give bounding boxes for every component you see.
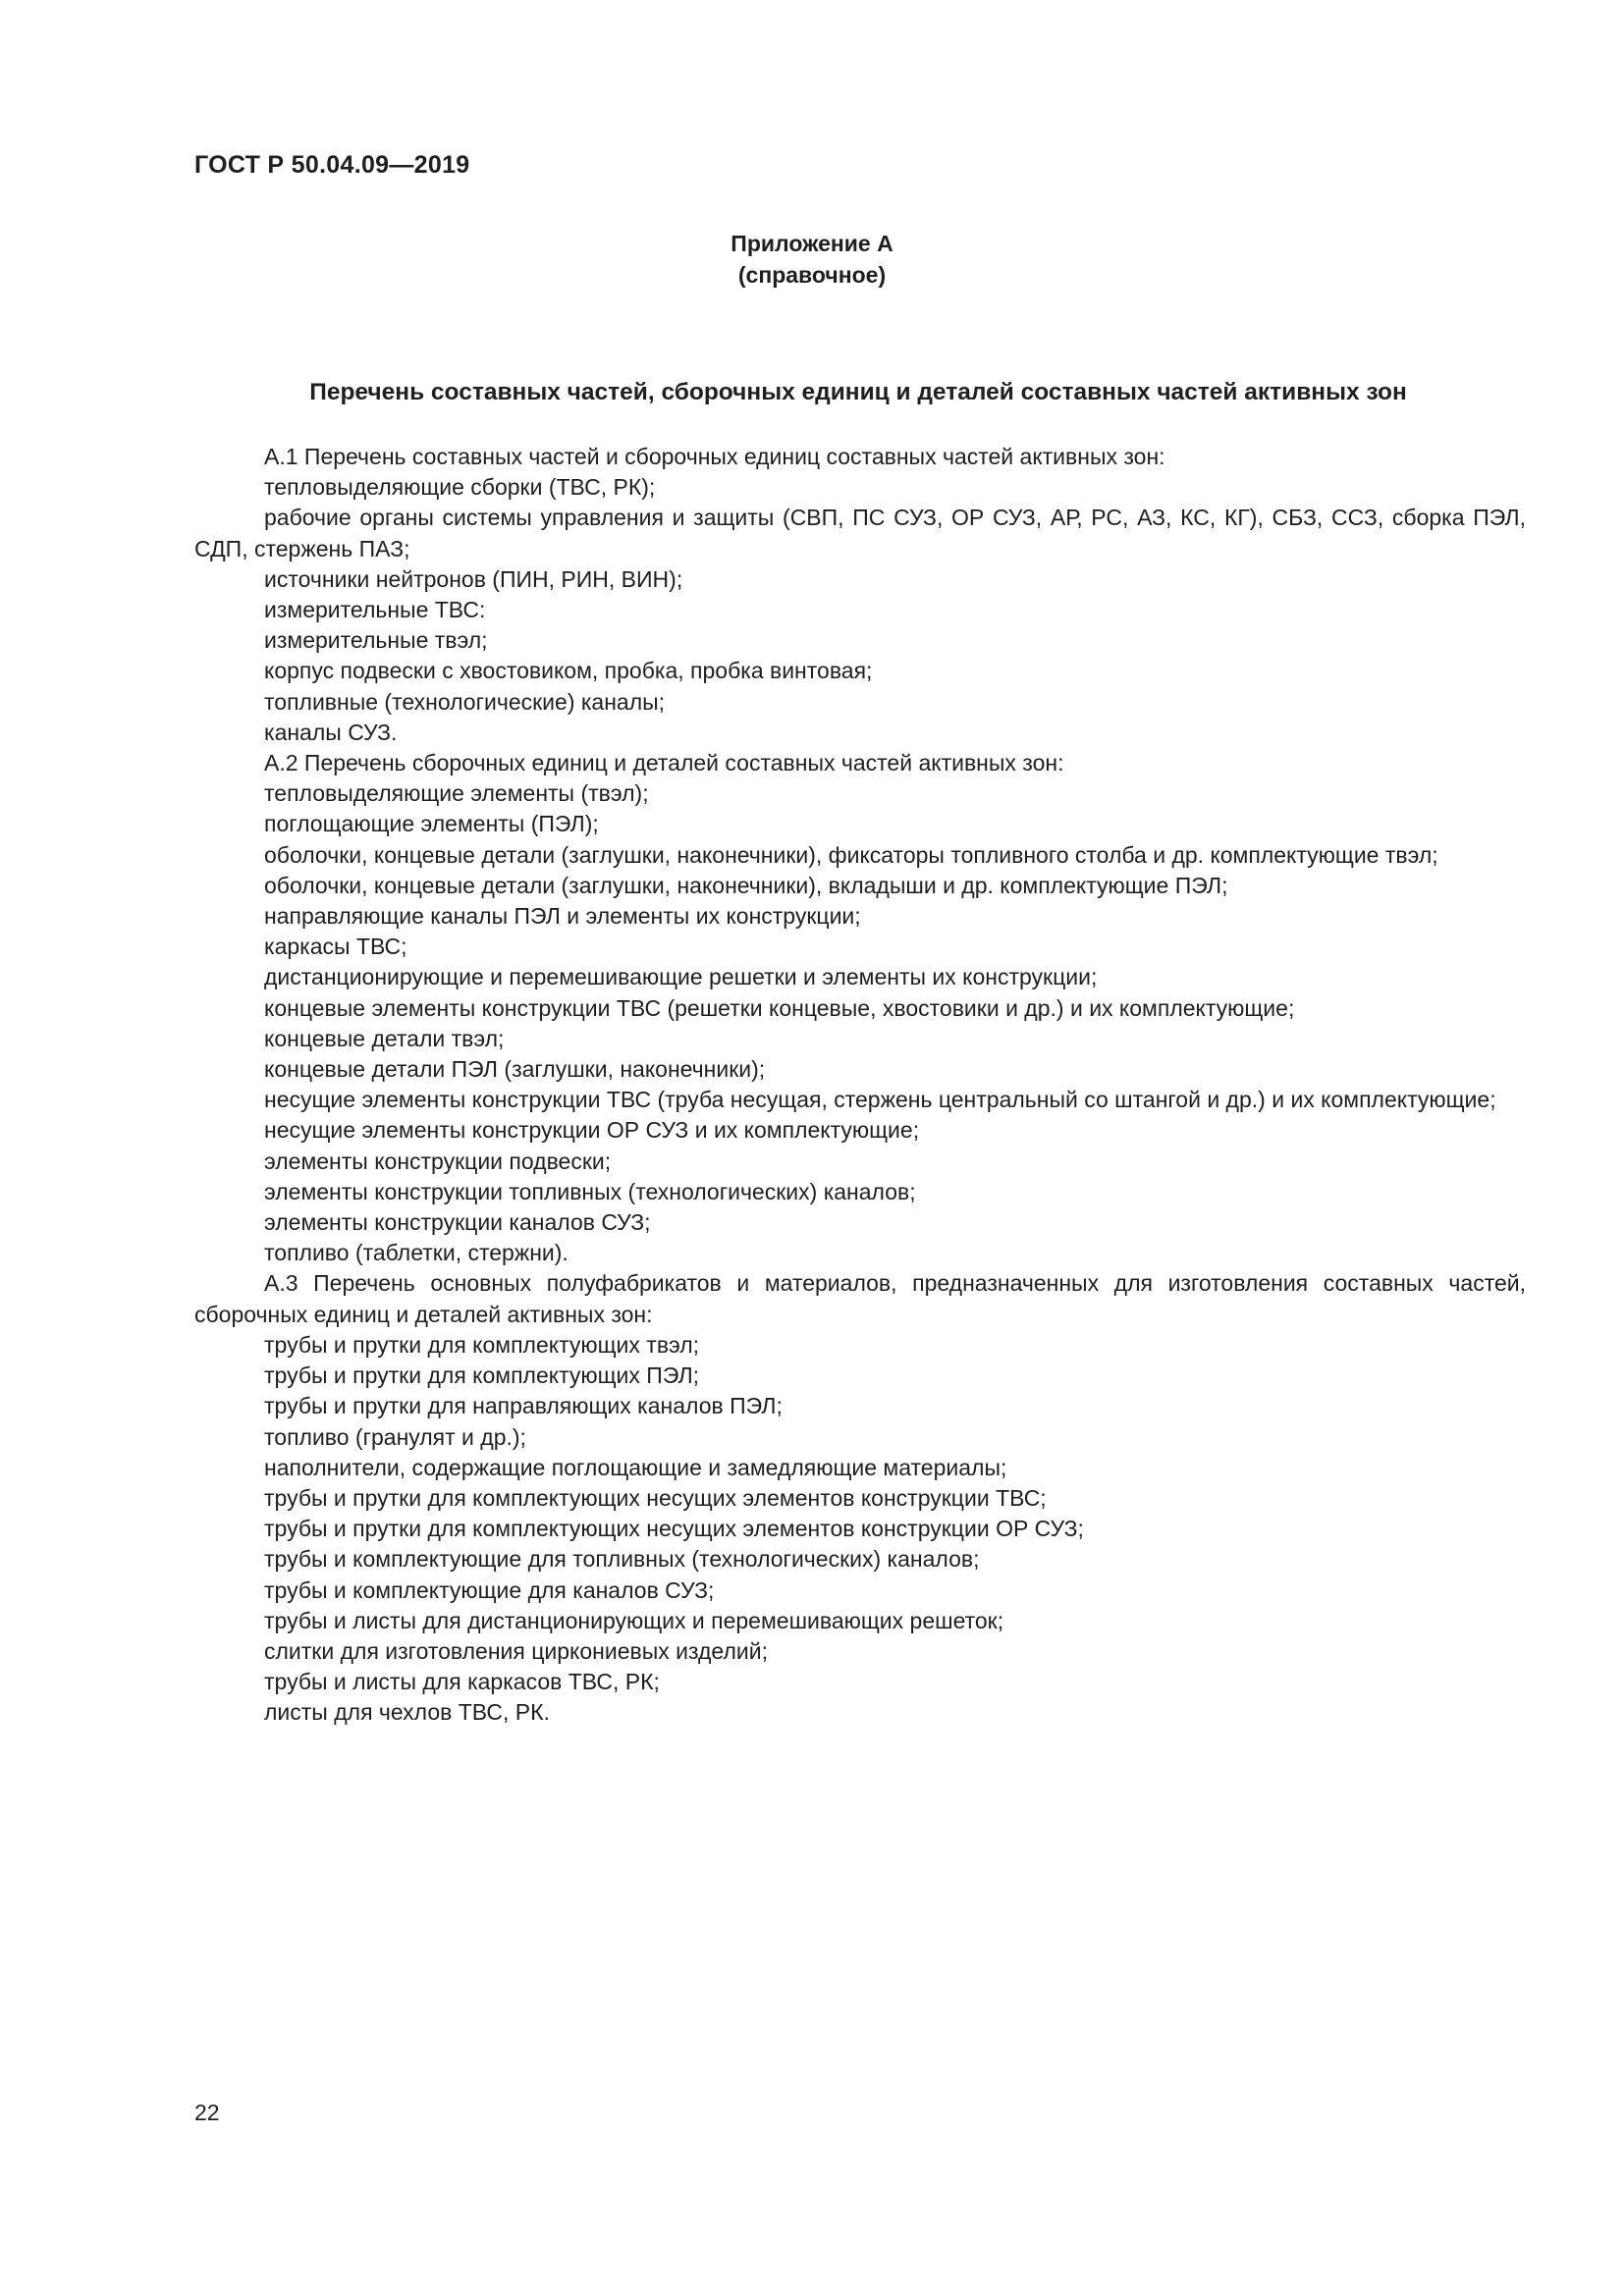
list-item: элементы конструкции каналов СУЗ; — [264, 1209, 651, 1236]
list-item: слитки для изготовления циркониевых изделий; — [264, 1637, 768, 1664]
paragraph: А.1 Перечень составных частей и сборочных единиц составных частей активных зон: — [264, 444, 1165, 469]
body-text — [194, 442, 1526, 1729]
list-item: рабочие органы системы управления и защиты (СВП, ПС СУЗ, ОР СУЗ, АР, РС, АЗ, КС, КГ), СБЗ, ССЗ, сборка ПЭЛ, СДП, стержень ПАЗ; — [194, 505, 1526, 561]
list-item: измерительные твэл; — [264, 627, 488, 654]
page-number: 22 — [194, 2100, 220, 2125]
list-item: несущие элементы конструкции ОР СУЗ и их комплектующие; — [264, 1117, 920, 1144]
list-item: трубы и листы для дистанционирующих и перемешивающих решеток; — [264, 1607, 1004, 1633]
list-item: концевые элементы конструкции ТВС (решетки концевые, хвостовики и др.) и их комплектующие; — [264, 994, 1295, 1021]
list-item: трубы и комплектующие для топливных (технологических) каналов; — [264, 1546, 980, 1573]
list-item: топливо (гранулят и др.); — [264, 1423, 526, 1450]
list-item: каналы СУЗ. — [264, 719, 398, 745]
list-item: топливные (технологические) каналы; — [264, 688, 666, 715]
list-item: трубы и прутки для комплектующих ПЭЛ; — [264, 1362, 700, 1389]
list-item: тепловыделяющие элементы (твэл); — [264, 780, 649, 807]
list-item: источники нейтронов (ПИН, РИН, ВИН); — [264, 565, 683, 592]
list-item: топливо (таблетки, стержни). — [264, 1240, 568, 1266]
list-item: измерительные ТВС: — [264, 597, 486, 623]
appendix-type: (справочное) — [737, 262, 887, 288]
list-item: корпус подвески с хвостовиком, пробка, пробка винтовая; — [264, 658, 873, 684]
list-item: направляющие каналы ПЭЛ и элементы их конструкции; — [264, 903, 861, 930]
paragraph: А.2 Перечень сборочных единиц и деталей составных частей активных зон: — [264, 750, 1064, 776]
list-item: несущие элементы конструкции ТВС (труба несущая, стержень центральный со штангой и др.) и их комплектующие; — [264, 1087, 1496, 1113]
list-item: концевые детали ПЭЛ (заглушки, наконечники); — [264, 1056, 766, 1083]
document-code: ГОСТ Р 50.04.09—2019 — [194, 151, 470, 179]
list-item: дистанционирующие и перемешивающие решетки и элементы их конструкции; — [264, 964, 1098, 990]
list-item: листы для чехлов ТВС, РК. — [264, 1699, 550, 1726]
list-item: поглощающие элементы (ПЭЛ); — [264, 811, 599, 837]
list-item: тепловыделяющие сборки (ТВС, РК); — [264, 474, 656, 501]
list-item: элементы конструкции топливных (технологических) каналов; — [264, 1178, 916, 1204]
paragraph: А.3 Перечень основных полуфабрикатов и материалов, предназначенных для изготовления составных частей, сборочных единиц и деталей активных зон: — [194, 1270, 1526, 1327]
list-item: каркасы ТВС; — [264, 934, 407, 960]
list-item: трубы и прутки для направляющих каналов ПЭЛ; — [264, 1393, 783, 1419]
appendix-title — [0, 228, 1624, 291]
list-item: элементы конструкции подвески; — [264, 1148, 612, 1174]
appendix-label: Приложение А — [731, 231, 893, 256]
list-item: наполнители, содержащие поглощающие и замедляющие материалы; — [264, 1454, 1007, 1480]
list-item: трубы и прутки для комплектующих несущих элементов конструкции ТВС; — [264, 1484, 1047, 1511]
list-item: трубы и комплектующие для каналов СУЗ; — [264, 1576, 715, 1603]
list-item: трубы и листы для каркасов ТВС, РК; — [264, 1669, 660, 1695]
list-item: оболочки, концевые детали (заглушки, наконечники), фиксаторы топливного столба и др. комплектующие твэл; — [264, 841, 1438, 868]
section-heading: Перечень составных частей, сборочных единиц и деталей составных частей активных зон — [309, 379, 1407, 405]
list-item: концевые детали твэл; — [264, 1025, 505, 1051]
list-item: оболочки, концевые детали (заглушки, наконечники), вкладыши и др. комплектующие ПЭЛ; — [264, 872, 1228, 898]
list-item: трубы и прутки для комплектующих несущих элементов конструкции ОР СУЗ; — [264, 1516, 1084, 1542]
list-item: трубы и прутки для комплектующих твэл; — [264, 1331, 700, 1358]
